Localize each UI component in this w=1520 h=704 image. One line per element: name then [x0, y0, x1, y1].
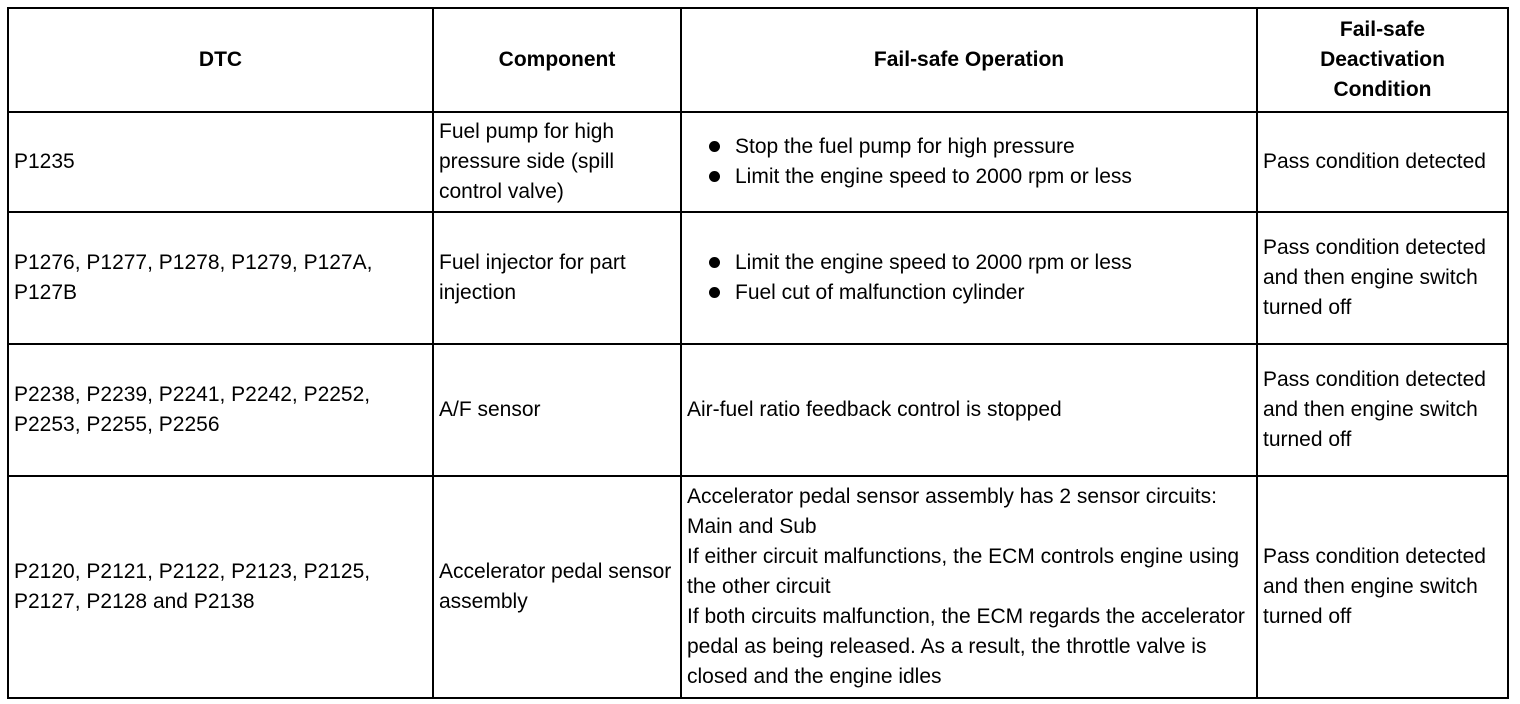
- header-deactivation-condition: [1257, 8, 1508, 112]
- list-item: [709, 132, 1251, 162]
- header-row: [8, 8, 1508, 112]
- operation-cell: [681, 212, 1257, 344]
- dtc-cell: P1276, P1277, P1278, P1279, P127A, P127B: [8, 212, 433, 344]
- operation-text: Stop the fuel pump for high pressure: [735, 135, 1075, 158]
- operation-list: [687, 132, 1251, 192]
- operation-paragraph: If both circuits malfunction, the ECM regards the accelerator pedal as being released. As a result, the throttle valve is closed and the engine idles: [687, 605, 1245, 688]
- dtc-cell: P2238, P2239, P2241, P2242, P2252, P2253, P2255, P2256: [8, 344, 433, 476]
- header-dtc: DTC: [8, 8, 433, 112]
- operation-paragraph: If either circuit malfunctions, the ECM controls engine using the other circuit: [687, 545, 1240, 598]
- table-row: [8, 476, 1508, 698]
- deactivation-cell: Pass condition detected: [1257, 112, 1508, 212]
- header-component: Component: [433, 8, 681, 112]
- operation-paragraph: Accelerator pedal sensor assembly has 2 sensor circuits: Main and Sub: [687, 485, 1217, 538]
- bullet-icon: [709, 287, 720, 298]
- bullet-icon: [709, 171, 720, 182]
- operation-cell: [681, 112, 1257, 212]
- list-item: [709, 278, 1251, 308]
- component-cell: A/F sensor: [433, 344, 681, 476]
- header-deactivation-line: Deactivation: [1320, 48, 1445, 71]
- operation-text: Limit the engine speed to 2000 rpm or less: [735, 165, 1132, 188]
- operation-cell: Air-fuel ratio feedback control is stopped: [681, 344, 1257, 476]
- header-fail-safe-operation: Fail-safe Operation: [681, 8, 1257, 112]
- dtc-cell: P2120, P2121, P2122, P2123, P2125, P2127, P2128 and P2138: [8, 476, 433, 698]
- list-item: [709, 248, 1251, 278]
- list-item: [709, 162, 1251, 192]
- bullet-icon: [709, 141, 720, 152]
- table-row: [8, 112, 1508, 212]
- deactivation-cell: Pass condition detected and then engine switch turned off: [1257, 344, 1508, 476]
- operation-text: Fuel cut of malfunction cylinder: [735, 281, 1025, 304]
- dtc-cell: P1235: [8, 112, 433, 212]
- operation-list: [687, 248, 1251, 308]
- component-cell: Fuel injector for part injection: [433, 212, 681, 344]
- deactivation-cell: Pass condition detected and then engine switch turned off: [1257, 212, 1508, 344]
- deactivation-cell: Pass condition detected and then engine switch turned off: [1257, 476, 1508, 698]
- table-row: [8, 212, 1508, 344]
- header-deactivation-line: Fail-safe: [1339, 18, 1426, 41]
- table-row: [8, 344, 1508, 476]
- fail-safe-table: [7, 7, 1509, 699]
- operation-text: Limit the engine speed to 2000 rpm or less: [735, 251, 1132, 274]
- operation-cell: [681, 476, 1257, 698]
- header-deactivation-line: Condition: [1333, 78, 1432, 101]
- component-cell: Fuel pump for high pressure side (spill control valve): [433, 112, 681, 212]
- component-cell: Accelerator pedal sensor assembly: [433, 476, 681, 698]
- bullet-icon: [709, 257, 720, 268]
